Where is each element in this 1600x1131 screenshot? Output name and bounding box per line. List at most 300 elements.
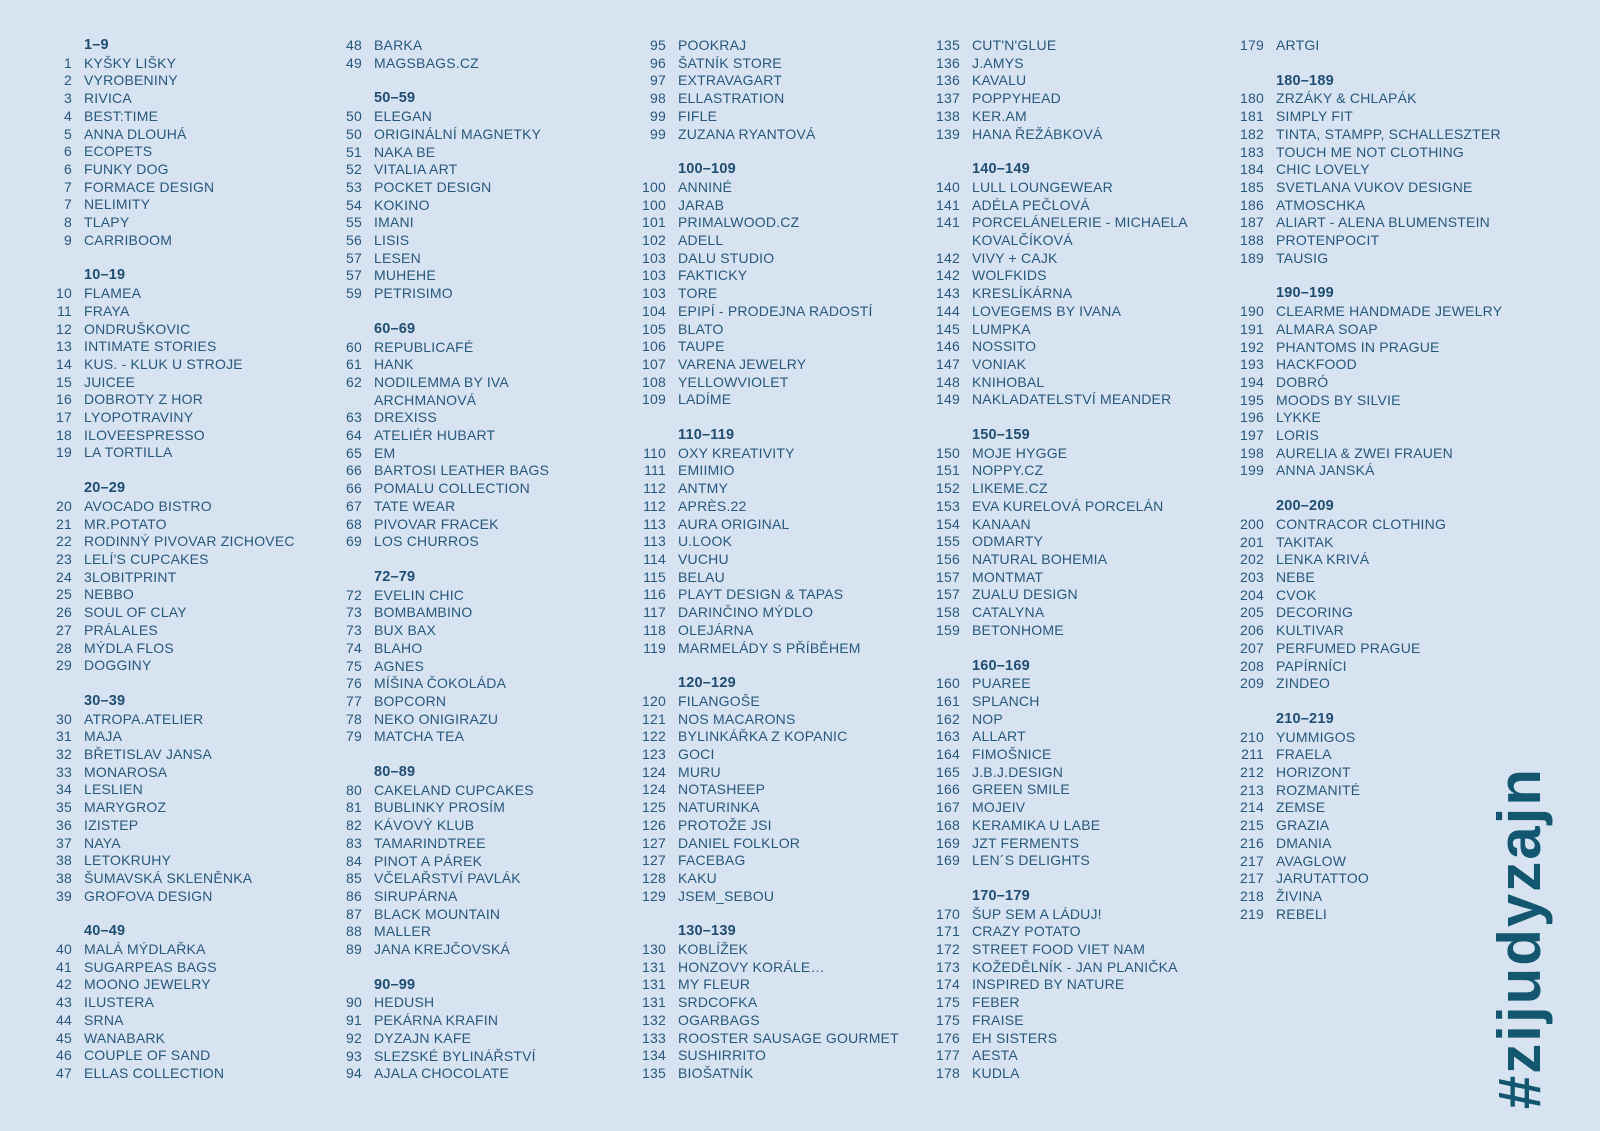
entry-row: [912, 37, 1207, 55]
section-header: 30–39: [84, 692, 126, 709]
entry-row: [330, 587, 579, 605]
entry-row: [912, 1047, 1207, 1065]
entry-number: 184: [1240, 161, 1264, 178]
entry-name: WOLFKIDS: [972, 267, 1047, 284]
entry-number: 158: [936, 604, 960, 621]
entry-row: [40, 994, 295, 1012]
entry-name: LIKEME.CZ: [972, 480, 1048, 497]
entry-number: 178: [936, 1064, 960, 1081]
entry-name: ILOVEESPRESSO: [84, 426, 205, 443]
entry-name: TATE WEAR: [374, 497, 456, 514]
section-block: [330, 569, 579, 746]
entry-number: 75: [346, 657, 362, 674]
entry-number: 33: [56, 763, 72, 780]
entry-number: 133: [642, 1029, 666, 1046]
entry-name: FEBER: [972, 994, 1020, 1011]
entry-name: ATMOSCHKA: [1276, 196, 1366, 213]
section-header: 110–119: [678, 427, 735, 444]
entry-row: [618, 321, 899, 339]
entry-row: [912, 55, 1207, 73]
section-block: [618, 161, 899, 409]
entry-name: LULL LOUNGEWEAR: [972, 178, 1113, 195]
entry-name: ECOPETS: [84, 143, 153, 160]
entry-row: [330, 356, 579, 374]
entry-number: 90: [346, 994, 362, 1011]
entry-name: J.AMYS: [972, 54, 1024, 71]
entry-row: [618, 799, 899, 817]
entry-row: [912, 338, 1207, 356]
entry-row: [40, 781, 295, 799]
entry-number: 46: [56, 1047, 72, 1064]
entry-number: 79: [346, 728, 362, 745]
entry-number: 83: [346, 834, 362, 851]
entry-number: 129: [642, 887, 666, 904]
entry-number: 140: [936, 178, 960, 195]
entry-name: NATURAL BOHEMIA: [972, 550, 1108, 567]
entry-row: [912, 799, 1207, 817]
entry-row: [618, 37, 899, 55]
entry-name: KUS. - KLUK U STROJE: [84, 355, 243, 372]
section-block: [40, 267, 295, 462]
entry-row: [912, 1012, 1207, 1030]
entry-number: 96: [650, 54, 666, 71]
entry-number: 109: [642, 391, 666, 408]
entry-number: 169: [936, 852, 960, 869]
entry-row: [1216, 356, 1502, 374]
entry-row: [618, 728, 899, 746]
entry-number: 36: [56, 816, 72, 833]
entry-row: [618, 1047, 899, 1065]
entry-name: KÁVOVÝ KLUB: [374, 817, 475, 834]
entry-name: ADELL: [678, 232, 724, 249]
entry-row: [912, 1030, 1207, 1048]
entry-number: 175: [936, 994, 960, 1011]
entry-name: KER.AM: [972, 107, 1027, 124]
section-header: 90–99: [374, 976, 416, 993]
entry-number: 218: [1240, 887, 1264, 904]
entry-row: [1216, 374, 1502, 392]
entry-row: [912, 356, 1207, 374]
entry-row: [1216, 108, 1502, 126]
entry-row: [1216, 179, 1502, 197]
section-block: [1216, 285, 1502, 480]
entry-number: 171: [936, 923, 960, 940]
entry-name: GOCI: [678, 746, 715, 763]
entry-name: INSPIRED BY NATURE: [972, 976, 1125, 993]
entry-name: FRAISE: [972, 1011, 1024, 1028]
entry-number: 207: [1240, 639, 1264, 656]
entry-number: 212: [1240, 764, 1264, 781]
entry-row: [330, 108, 579, 126]
entry-name: TAKITAK: [1276, 533, 1334, 550]
entry-row: [912, 835, 1207, 853]
entry-number: 27: [56, 621, 72, 638]
hashtag-vertical-text: #zijudyzajn: [1486, 766, 1553, 1109]
entry-row: [618, 462, 899, 480]
entry-number: 66: [346, 480, 362, 497]
entry-name: VIVY + CAJK: [972, 249, 1058, 266]
entry-name: ROZMANITÉ: [1276, 781, 1361, 798]
entry-name: LISIS: [374, 232, 410, 249]
entry-row: [40, 852, 295, 870]
entry-name: JARAB: [678, 196, 725, 213]
entry-row: [618, 90, 899, 108]
entry-row: [40, 746, 295, 764]
entry-row: [1216, 746, 1502, 764]
entry-number: 80: [346, 781, 362, 798]
entry-row: [330, 480, 579, 498]
entry-row: [40, 374, 295, 392]
entry-row: [618, 533, 899, 551]
entry-row: [1216, 427, 1502, 445]
entry-name: NATURINKA: [678, 799, 760, 816]
entry-name: LYOPOTRAVINY: [84, 409, 194, 426]
entry-number: 126: [642, 816, 666, 833]
entry-name: LYKKE: [1276, 409, 1322, 426]
entry-name: KAKU: [678, 869, 717, 886]
entry-number: 102: [642, 232, 666, 249]
entry-name: LOS CHURROS: [374, 533, 479, 550]
entry-row: [618, 835, 899, 853]
entry-name: CARRIBOOM: [84, 231, 173, 248]
entry-row: [40, 533, 295, 551]
entry-number: 153: [936, 497, 960, 514]
entry-row: [330, 179, 579, 197]
directory-column-5: [1216, 37, 1502, 923]
entry-name: ANNA DLOUHÁ: [84, 125, 187, 142]
entry-row: [912, 197, 1207, 215]
entry-name: FRAELA: [1276, 746, 1332, 763]
entry-name: KERAMIKA U LABE: [972, 816, 1101, 833]
entry-name: VITALIA ART: [374, 161, 458, 178]
entry-number: 104: [642, 302, 666, 319]
entry-name: ANTMY: [678, 480, 728, 497]
entry-name: NAKA BE: [374, 143, 436, 160]
entry-name: KRESLÍKÁRNA: [972, 285, 1073, 302]
entry-number: 204: [1240, 586, 1264, 603]
entry-row: [618, 480, 899, 498]
entry-row: [40, 409, 295, 427]
entry-name: NEBBO: [84, 586, 135, 603]
entry-row: [618, 250, 899, 268]
entry-number: 72: [346, 586, 362, 603]
section-block: [330, 764, 579, 959]
entry-row: [618, 516, 899, 534]
entry-row: [330, 161, 579, 179]
entry-name: NELIMITY: [84, 196, 151, 213]
entry-row: [912, 551, 1207, 569]
entry-number: 5: [64, 125, 72, 142]
entry-number: 131: [642, 958, 666, 975]
entry-number: 56: [346, 232, 362, 249]
entry-number: 30: [56, 710, 72, 727]
entry-number: 53: [346, 178, 362, 195]
entry-name: DALU STUDIO: [678, 249, 775, 266]
entry-name: JZT FERMENTS: [972, 834, 1080, 851]
section-header: 200–209: [1276, 498, 1334, 515]
entry-name: PEKÁRNA KRAFIN: [374, 1012, 499, 1029]
entry-name: NOTASHEEP: [678, 781, 766, 798]
entry-row: [618, 994, 899, 1012]
entry-number: 44: [56, 1011, 72, 1028]
entry-row: [40, 196, 295, 214]
entry-number: 68: [346, 515, 362, 532]
section-header: 1–9: [84, 37, 109, 53]
entry-row: [618, 1012, 899, 1030]
entry-number: 88: [346, 923, 362, 940]
entry-row: [618, 640, 899, 658]
entry-name: HORIZONT: [1276, 764, 1351, 781]
entry-number: 6: [64, 160, 72, 177]
entry-name: LENKA KRIVÁ: [1276, 551, 1370, 568]
entry-name: PRIMALWOOD.CZ: [678, 214, 800, 231]
entry-number: 136: [936, 72, 960, 89]
entry-row: [618, 551, 899, 569]
entry-row: [912, 126, 1207, 144]
entry-name: SPLANCH: [972, 692, 1040, 709]
entry-row: [618, 197, 899, 215]
entry-row: [912, 622, 1207, 640]
entry-name: HANA ŘEŽÁBKOVÁ: [972, 125, 1103, 142]
entry-name: PROTOŽE JSI: [678, 816, 772, 833]
entry-row: [40, 108, 295, 126]
entry-number: 139: [936, 125, 960, 142]
entry-row: [1216, 675, 1502, 693]
entry-name: ZINDEO: [1276, 675, 1331, 692]
entry-name: CATALYNA: [972, 604, 1045, 621]
section-header: 180–189: [1276, 72, 1334, 89]
entry-number: 112: [643, 497, 666, 514]
entry-name: FRAYA: [84, 302, 130, 319]
entry-number: 38: [56, 852, 72, 869]
entry-number: 131: [642, 976, 666, 993]
entry-number: 143: [936, 285, 960, 302]
entry-name: OXY KREATIVITY: [678, 444, 795, 461]
entry-number: 45: [56, 1029, 72, 1046]
entry-row: [618, 870, 899, 888]
entry-number: 77: [346, 692, 362, 709]
entry-number: 92: [346, 1029, 362, 1046]
section-block: [330, 321, 579, 551]
entry-name: SIRUPÁRNA: [374, 887, 458, 904]
entry-row: [912, 445, 1207, 463]
entry-name: AESTA: [972, 1047, 1018, 1064]
entry-number: 76: [346, 675, 362, 692]
entry-number: 196: [1240, 409, 1264, 426]
entry-number: 25: [56, 586, 72, 603]
entry-row: [330, 799, 579, 817]
entry-name: DANIEL FOLKLOR: [678, 834, 801, 851]
section-block: [330, 977, 579, 1083]
entry-name: DARINČINO MÝDLO: [678, 604, 814, 621]
entry-number: 214: [1240, 799, 1264, 816]
entry-row: [40, 870, 295, 888]
entry-name: BEST:TIME: [84, 107, 159, 124]
entry-row: [1216, 764, 1502, 782]
entry-row: [40, 711, 295, 729]
entry-name: MALÁ MÝDLAŘKA: [84, 941, 206, 958]
section-block: [40, 923, 295, 1082]
entry-name: DOBRÓ: [1276, 373, 1329, 390]
entry-number: 19: [56, 444, 72, 461]
entry-row: [330, 728, 579, 746]
entry-row: [330, 941, 579, 959]
section-block: [1216, 73, 1502, 268]
entry-name: EPIPÍ - PRODEJNA RADOSTÍ: [678, 302, 873, 319]
entry-number: 201: [1240, 533, 1264, 550]
entry-number: 73: [346, 622, 362, 639]
entry-name: KANAAN: [972, 515, 1031, 532]
entry-name: BETONHOME: [972, 621, 1064, 638]
entry-row: [912, 108, 1207, 126]
entry-number: 85: [346, 870, 362, 887]
entry-name: CHIC LOVELY: [1276, 161, 1370, 178]
entry-name: MAGSBAGS.CZ: [374, 54, 479, 71]
entry-row: [40, 321, 295, 339]
entry-name: LUMPKA: [972, 320, 1031, 337]
section-block: [40, 693, 295, 905]
entry-name: PINOT A PÁREK: [374, 852, 483, 869]
entry-number: 34: [56, 781, 72, 798]
entry-row: [40, 498, 295, 516]
section-block: [1216, 37, 1502, 55]
entry-row: [618, 1065, 899, 1083]
entry-row: [40, 516, 295, 534]
entry-name: DMANIA: [1276, 834, 1332, 851]
entry-row: [618, 569, 899, 587]
entry-row: [1216, 144, 1502, 162]
entry-name: KUDLA: [972, 1064, 1020, 1081]
section-header: 20–29: [84, 480, 126, 497]
entry-name: SUGARPEAS BAGS: [84, 958, 217, 975]
entry-name: FAKTICKY: [678, 267, 748, 284]
entry-row: [1216, 126, 1502, 144]
entry-number: 208: [1240, 657, 1264, 674]
entry-name: FLAMEA: [84, 285, 142, 302]
entry-name: LELÍ'S CUPCAKES: [84, 550, 209, 567]
entry-number: 8: [64, 214, 72, 231]
entry-row: [912, 480, 1207, 498]
entry-row: [1216, 161, 1502, 179]
entry-name: KYŠKY LIŠKY: [84, 54, 177, 71]
entry-row: [330, 1012, 579, 1030]
entry-row: [912, 728, 1207, 746]
entry-number: 10: [56, 285, 72, 302]
entry-row: [330, 427, 579, 445]
entry-row: [912, 923, 1207, 941]
entry-name: TAUSIG: [1276, 249, 1329, 266]
entry-name: IZISTEP: [84, 816, 139, 833]
entry-name: RIVICA: [84, 90, 132, 107]
entry-number: 189: [1240, 249, 1264, 266]
entry-row: [912, 285, 1207, 303]
entry-row: [330, 870, 579, 888]
entry-row: [618, 179, 899, 197]
entry-row: [912, 586, 1207, 604]
entry-name: GROFOVA DESIGN: [84, 887, 213, 904]
entry-number: 50: [346, 108, 362, 125]
entry-name: MONAROSA: [84, 763, 168, 780]
entry-number: 197: [1240, 427, 1264, 444]
entry-number: 146: [936, 338, 960, 355]
entry-number: 57: [346, 249, 362, 266]
entry-number: 209: [1240, 675, 1264, 692]
entry-row: [618, 888, 899, 906]
entry-number: 182: [1240, 125, 1264, 142]
entry-number: 177: [936, 1047, 960, 1064]
entry-name: BŘETISLAV JANSA: [84, 746, 213, 763]
entry-number: 135: [936, 37, 960, 53]
entry-row: [330, 409, 579, 427]
entry-name: LA TORTILLA: [84, 444, 173, 461]
entry-row: [330, 285, 579, 303]
entry-number: 122: [642, 728, 666, 745]
entry-name: BYLINKÁŘKA Z KOPANIC: [678, 728, 848, 745]
entry-name: LOVEGEMS BY IVANA: [972, 302, 1122, 319]
entry-number: 148: [936, 373, 960, 390]
entry-number: 84: [346, 852, 362, 869]
entry-name: BIOŠATNÍK: [678, 1064, 754, 1081]
entry-name: NAYA: [84, 834, 121, 851]
entry-number: 43: [56, 994, 72, 1011]
entry-name: BELAU: [678, 568, 725, 585]
entry-number: 198: [1240, 444, 1264, 461]
entry-row: [912, 214, 1207, 249]
entry-number: 54: [346, 196, 362, 213]
entry-name: CRAZY POTATO: [972, 923, 1081, 940]
entry-row: [618, 338, 899, 356]
entry-number: 151: [936, 462, 960, 479]
entry-row: [912, 941, 1207, 959]
entry-number: 192: [1240, 338, 1264, 355]
entry-name: JUICEE: [84, 373, 135, 390]
entry-row: [912, 90, 1207, 108]
entry-number: 98: [650, 90, 666, 107]
entry-number: 136: [936, 54, 960, 71]
entry-row: [618, 817, 899, 835]
section-header: 170–179: [972, 887, 1030, 904]
entry-number: 110: [643, 444, 666, 461]
section-header: 130–139: [678, 923, 736, 940]
entry-row: [40, 356, 295, 374]
entry-number: 49: [346, 54, 362, 71]
entry-row: [912, 533, 1207, 551]
entry-number: 106: [642, 338, 666, 355]
directory-column-1: [40, 37, 295, 1083]
entry-name: ELLAS COLLECTION: [84, 1064, 225, 1081]
section-block: [1216, 498, 1502, 693]
entry-row: [40, 161, 295, 179]
entry-name: REBELI: [1276, 905, 1327, 922]
entry-number: 127: [642, 834, 666, 851]
entry-row: [40, 976, 295, 994]
entry-name: POPPYHEAD: [972, 90, 1061, 107]
entry-name: POCKET DESIGN: [374, 178, 492, 195]
entry-number: 219: [1240, 905, 1264, 922]
entry-number: 81: [346, 799, 362, 816]
entry-number: 64: [346, 427, 362, 444]
section-header: 210–219: [1276, 710, 1334, 727]
entry-number: 35: [56, 799, 72, 816]
entry-row: [330, 374, 579, 409]
entry-row: [330, 462, 579, 480]
entry-number: 128: [642, 869, 666, 886]
entry-row: [1216, 37, 1502, 55]
entry-number: 202: [1240, 551, 1264, 568]
entry-number: 111: [644, 462, 666, 479]
entry-name: BOPCORN: [374, 692, 447, 709]
entry-row: [1216, 232, 1502, 250]
